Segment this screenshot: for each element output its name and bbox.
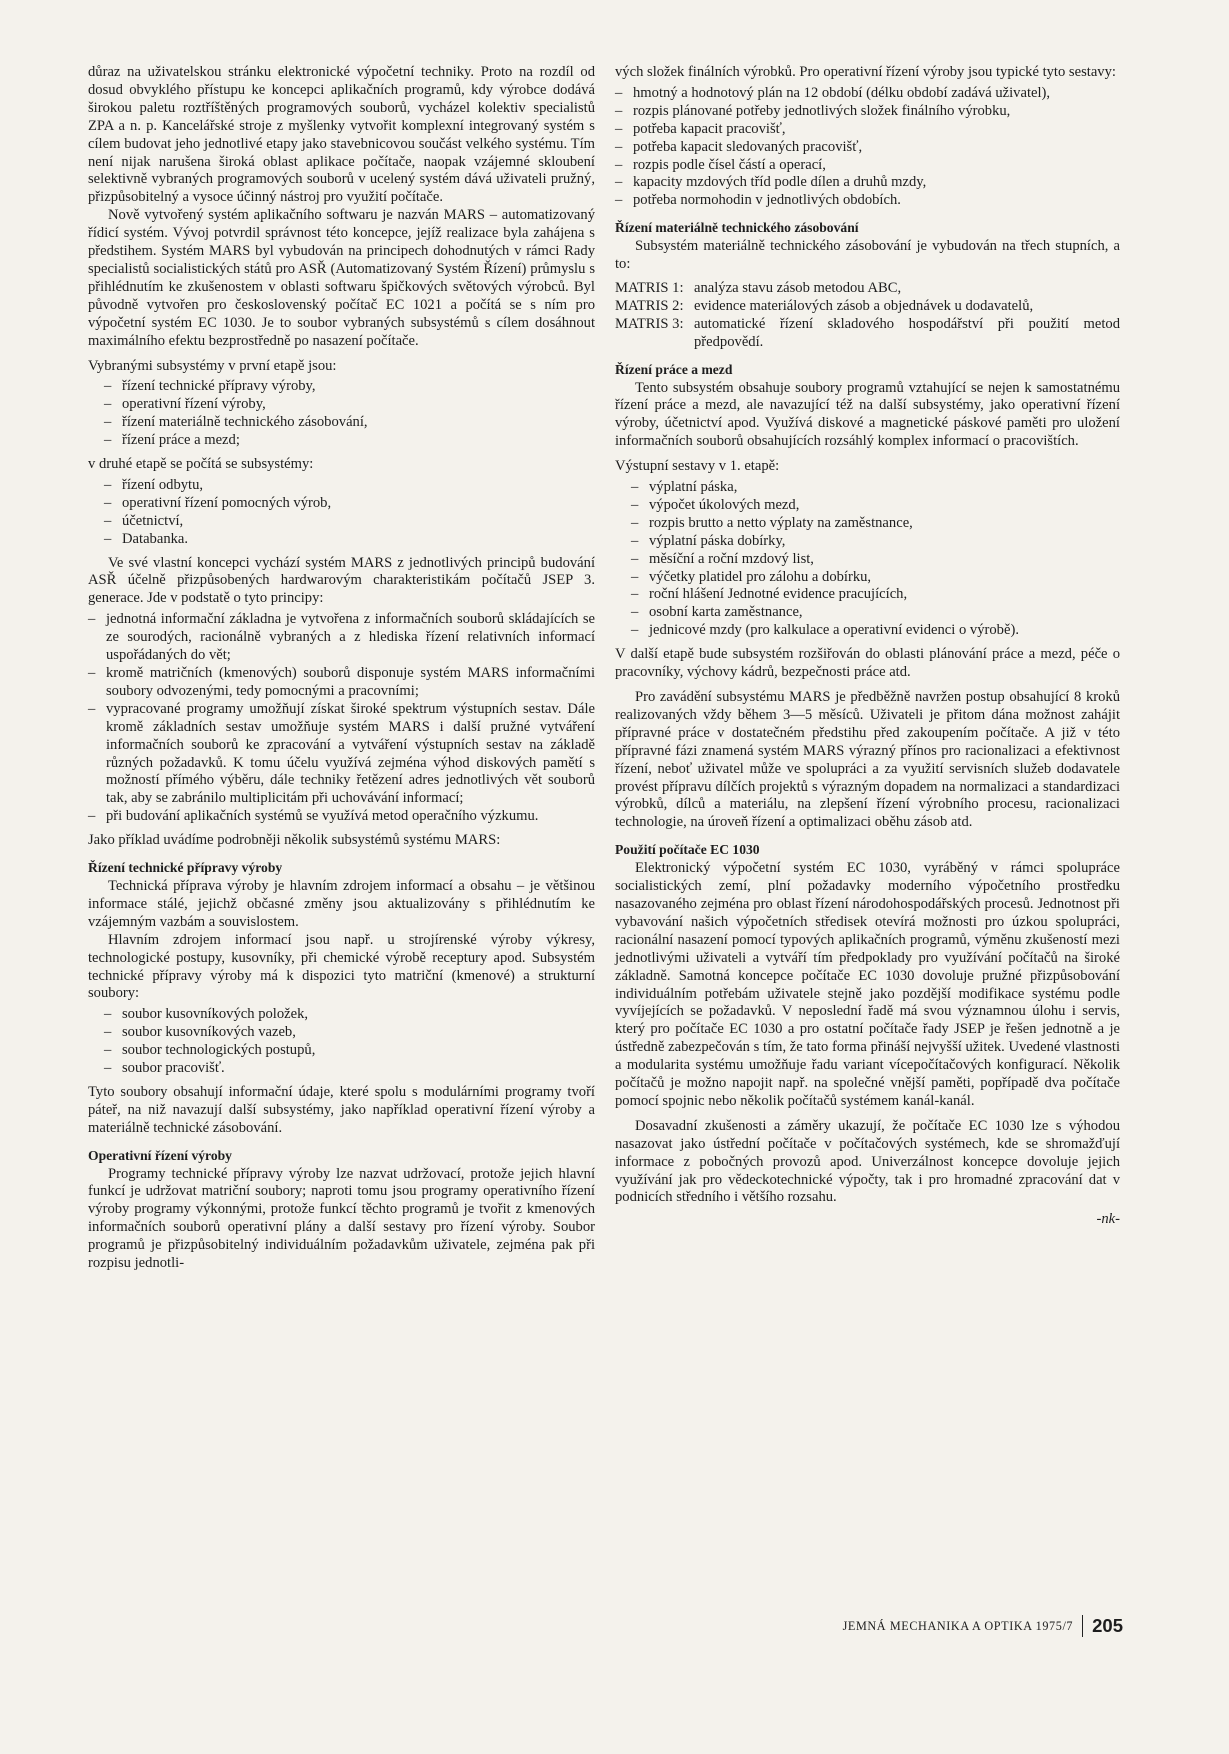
footer-divider bbox=[1082, 1615, 1083, 1637]
list-item: – řízení materiálně technického zásobování, bbox=[104, 414, 368, 431]
list-item: – výplatní páska dobírky, bbox=[631, 532, 786, 549]
list-item: – výplatní páska, bbox=[631, 479, 738, 496]
paragraph: Dosavadní zkušenosti a záměry ukazují, že počítače EC 1030 lze s výhodou nasazovat jako ústřední počítače v počítačových systémech, kde se shromažďují informace z pobočných provozů apod. Univerzálnost koncepce dovoluje jejich využívání jak pro vědeckotechnické výpočty, tak i pro hromadné zpracování dat v podnicích středního i většího rozsahu. bbox=[615, 1117, 1120, 1206]
paragraph: v druhé etapě se počítá se subsystémy: bbox=[88, 456, 314, 473]
subsystem-list-first-stage bbox=[88, 378, 595, 450]
paragraph: Elektronický výpočetní systém EC 1030, vyráběný v rámci spolupráce socialistických zemí, plní požadavky moderního výpočetního prostředku nasazovaného zejména pro oblast řízení národohospodářských procesů. Jednotnost při vybavování našich výpočetních středisek otevírá možnosti pro úzkou spolupráci, racionální nasazení pomocí typových aplikačních programů, výměnu zkušeností mezi jednotlivými uživateli a vytváří tím předpoklady pro využívání počítačů na široké základně. Samotná koncepce počítače EC 1030 dovoluje pružné přizpůsobování individuálním potřebám uživatele stejně jako pozdější modifikace systému podle vyvíjejících se požadavků. V neposlední řadě má svou významnou úlohu i servis, který pro počítače EC 1030 a pro ostatní počítače řady JSEP je řešen jednotně a je ústředně zabezpečován s tím, že tato forma přináší nejvyšší užitek. Uvedené vlastnosti a modularita systému umožňuje řadu variant vícepočítačových konfigurací. Několik počítačů je možno napojit např. na společné vnější paměti, popřípadě dva počítače pomocí spojnic nebo několik počítačů systémem kanál-kanál. bbox=[615, 860, 1120, 1109]
paragraph: Hlavním zdrojem informací jsou např. u strojírenské výroby výkresy, technologické postupy, kusovníky, při chemické výrobě receptury apod. Subsystém technické přípravy výroby má k dispozici tyto matriční (kmenové) a strukturní soubory: bbox=[88, 931, 595, 1002]
paragraph: Pro zavádění subsystému MARS je předběžně navržen postup obsahující 8 kroků realizovaných vždy během 3—5 měsíců. Uživateli je přitom dána možnost zahájit přípravné práce v dostatečném předstihu před zakoupením počítače. A již v této přípravné fázi znamená systém MARS výrazný přínos pro racionalizaci a efektivnost řízení, neboť uživatel může ve spolupráci a za využití servisních služeb dodavatele provést přípravu dílčích projektů s výrazným dopadem na normalizaci a standardizaci výrobků, dílců a materiálu, na zlepšení řízení výrobního procesu, racionalizaci technologie, na úroveň řízení a optimalizaci oběhu zásob atd. bbox=[615, 689, 1120, 831]
paragraph: Jako příklad uvádíme podrobněji několik subsystémů systému MARS: bbox=[88, 832, 501, 849]
list-item: – rozpis podle čísel částí a operací, bbox=[615, 156, 826, 173]
paragraph: Výstupní sestavy v 1. etapě: bbox=[615, 458, 780, 475]
section-heading: Použití počítače EC 1030 bbox=[615, 842, 760, 858]
matris-row bbox=[615, 316, 1120, 352]
matris-row bbox=[615, 280, 1120, 298]
page-footer bbox=[808, 1614, 1123, 1638]
section-heading: Řízení práce a mezd bbox=[615, 361, 733, 377]
paragraph: Technická příprava výroby je hlavním zdrojem informací a obsahu – je většinou informace stálé, jejichž občasné změny jsou aktualizovány s přihlédnutím ke vzájemným vazbám a souvislostem. bbox=[88, 877, 595, 930]
list-item: – operativní řízení pomocných výrob, bbox=[104, 494, 332, 511]
file-list bbox=[88, 1006, 595, 1078]
paragraph: Programy technické přípravy výroby lze nazvat udržovací, protože jejich hlavní funkcí je udržovat matriční soubory; naproti tomu jsou programy operativního řízení výroby programy výkonnými, protože funkcí těchto programů je tvořit z kmenových informačních souborů operativní plány a další sestavy pro řízení výroby. Soubor programů je přizpůsobitelný individuálním požadavkům uživatele, zejména pak při rozpisu jednotli- bbox=[88, 1165, 595, 1272]
list-item: – výčetky platidel pro zálohu a dobírku, bbox=[631, 568, 872, 585]
list-item: – potřeba kapacit pracovišť, bbox=[615, 120, 786, 137]
list-item: – operativní řízení výroby, bbox=[104, 396, 266, 413]
journal-title: JEMNÁ MECHANIKA A OPTIKA 1975/7 bbox=[842, 1618, 1074, 1633]
list-item: – účetnictví, bbox=[104, 512, 184, 529]
list-item: – soubor kusovníkových položek, bbox=[104, 1006, 309, 1023]
section-heading: Operativní řízení výroby bbox=[88, 1147, 232, 1163]
list-item: – při budování aplikačních systémů se využívá metod operačního výzkumu. bbox=[88, 808, 539, 825]
list-item: – hmotný a hodnotový plán na 12 období (délku období zadává uživatel), bbox=[615, 84, 1051, 101]
list-item: – potřeba normohodin v jednotlivých obdobích. bbox=[615, 192, 901, 209]
section-heading: Řízení materiálně technického zásobování bbox=[615, 220, 859, 236]
list-item: – výpočet úkolových mezd, bbox=[631, 496, 800, 513]
list-item: – řízení odbytu, bbox=[104, 476, 204, 493]
matris-row bbox=[615, 298, 1120, 316]
paragraph: Vybranými subsystémy v první etapě jsou: bbox=[88, 357, 337, 374]
principles-list bbox=[88, 611, 595, 826]
author-signature: -nk- bbox=[1096, 1211, 1120, 1228]
matris-text: automatické řízení skladového hospodářství při použití metod předpovědí. bbox=[694, 315, 1120, 350]
left-column bbox=[88, 64, 595, 1273]
matris-label: MATRIS 2: bbox=[615, 297, 684, 314]
list-item: – rozpis brutto a netto výplaty na zaměstnance, bbox=[631, 514, 913, 531]
list-item: – měsíční a roční mzdový list, bbox=[631, 550, 814, 567]
matris-text: analýza stavu zásob metodou ABC, bbox=[694, 279, 902, 296]
list-item: – jednotná informační základna je vytvořena z informačních souborů skládajících se ze sourodých, racionálně vybraných a z hlediska řízení relativních informací uspořádaných do vět; bbox=[88, 611, 595, 664]
list-item: – řízení technické přípravy výroby, bbox=[104, 378, 316, 395]
output-report-list bbox=[615, 479, 1120, 640]
matris-label: MATRIS 1: bbox=[615, 279, 684, 296]
paragraph: Tyto soubory obsahují informační údaje, které spolu s modulárními programy tvoří páteř, na niž navazují další subsystémy, jako například operativní řízení výroby a materiálně technické zásobování. bbox=[88, 1083, 595, 1136]
page-number: 205 bbox=[1092, 1615, 1123, 1636]
section-heading: Řízení technické přípravy výroby bbox=[88, 860, 283, 876]
list-item: – soubor pracovišť. bbox=[104, 1060, 225, 1077]
report-list bbox=[615, 85, 1120, 210]
paragraph: důraz na uživatelskou stránku elektronické výpočetní techniky. Proto na rozdíl od dosud obvyklého přístupu ke koncepci aplikačních programů, kdy výrobce dodává širokou paletu roztříštěných programových souborů, vycházel kolektiv specialistů ZPA a n. p. Kancelářské stroje z myšlenky vytvořit komplexní integrovaný systém s cílem budovat jeho jednotlivé etapy jako stavebnicovou součást velkého systému. Tím není nijak narušena široká oblast aplikace počítače, naopak vzájemné skloubení selektivně vybraných programových souborů v ucelený systém dává uživateli pružný, přizpůsobitelný a vysoce účinný nástroj pro využití počítače. bbox=[88, 64, 595, 206]
right-column bbox=[615, 64, 1120, 1229]
list-item: – vypracované programy umožňují získat široké spektrum výstupních sestav. Dále kromě základních sestav umožňuje systém MARS i další pružné vytváření informačních souborů ke zpracování a vytváření výstupních sestav na základě různých požadavků. K tomu účelu využívá zejména výhod diskových pamětí s možností přímého výběru, dále techniky řetězení adres jednotlivých vět souborů tak, aby se zabránilo multiplicitám při uchovávání informací; bbox=[88, 700, 595, 807]
list-item: – kapacity mzdových tříd podle dílen a druhů mzdy, bbox=[615, 174, 927, 191]
list-item: – soubor kusovníkových vazeb, bbox=[104, 1024, 296, 1041]
paragraph: V další etapě bude subsystém rozšiřován do oblasti plánování práce a mezd, péče o pracovníky, výchovy kádrů, bezpečnosti práce atd. bbox=[615, 646, 1120, 681]
list-item: – osobní karta zaměstnance, bbox=[631, 604, 803, 621]
list-item: – řízení práce a mezd; bbox=[104, 432, 240, 449]
paragraph: Tento subsystém obsahuje soubory programů vztahující se nejen k samostatnému řízení práce a mezd, ale navazující též na další subsystémy, jako operativní řízení výroby, účetnictví apod. Využívá diskové a magnetické páskové paměti pro uložení informačních souborů obsahujících rozsáhlý komplex informací o pracovištích. bbox=[615, 379, 1120, 450]
paragraph: vých složek finálních výrobků. Pro operativní řízení výroby jsou typické tyto sestavy: bbox=[615, 64, 1116, 80]
list-item: – kromě matričních (kmenových) souborů disponuje systém MARS informačními soubory odvozenými, tedy pomocnými a pracovními; bbox=[88, 665, 595, 699]
paragraph: Nově vytvořený systém aplikačního softwaru je nazván MARS – automatizovaný řídicí systém. Vývoj potvrdil správnost této koncepce, jejíž realizace byla zahájena s předstihem. Systém MARS byl vybudován na principech dohodnutých v rámci Rady specialistů socialistických států pro ASŘ (Automatizovaný Systém Řízení) průmyslu s přihlédnutím ke zkušenostem v oblasti softwaru špičkových světových výrobců. Byl původně vytvořen pro československý počítač EC 1021 a počítá se s ním pro výpočetní systém EC 1030. Je to soubor vybraných subsystémů s cílem dosáhnout maximálního efektu bezprostředně po nasazení počítače. bbox=[88, 207, 595, 349]
matris-label: MATRIS 3: bbox=[615, 315, 684, 332]
list-item: – Databanka. bbox=[104, 530, 189, 547]
list-item: – potřeba kapacit sledovaných pracovišť, bbox=[615, 138, 863, 155]
paragraph: Subsystém materiálně technického zásobování je vybudován na třech stupních, a to: bbox=[615, 238, 1120, 273]
list-item: – jednicové mzdy (pro kalkulace a operativní evidenci o výrobě). bbox=[631, 622, 1019, 639]
subsystem-list-second-stage bbox=[88, 477, 595, 549]
list-item: – roční hlášení Jednotné evidence pracujících, bbox=[631, 586, 908, 603]
list-item: – soubor technologických postupů, bbox=[104, 1042, 316, 1059]
matris-list bbox=[615, 280, 1120, 352]
list-item: – rozpis plánované potřeby jednotlivých složek finálního výrobku, bbox=[615, 102, 1011, 119]
paragraph: Ve své vlastní koncepci vychází systém MARS z jednotlivých principů budování ASŘ účelně přizpůsobených hardwarovým charakteristikám počítačů JSEP 3. generace. Jde v podstatě o tyto principy: bbox=[88, 554, 595, 607]
matris-text: evidence materiálových zásob a objednávek u dodavatelů, bbox=[694, 297, 1034, 314]
